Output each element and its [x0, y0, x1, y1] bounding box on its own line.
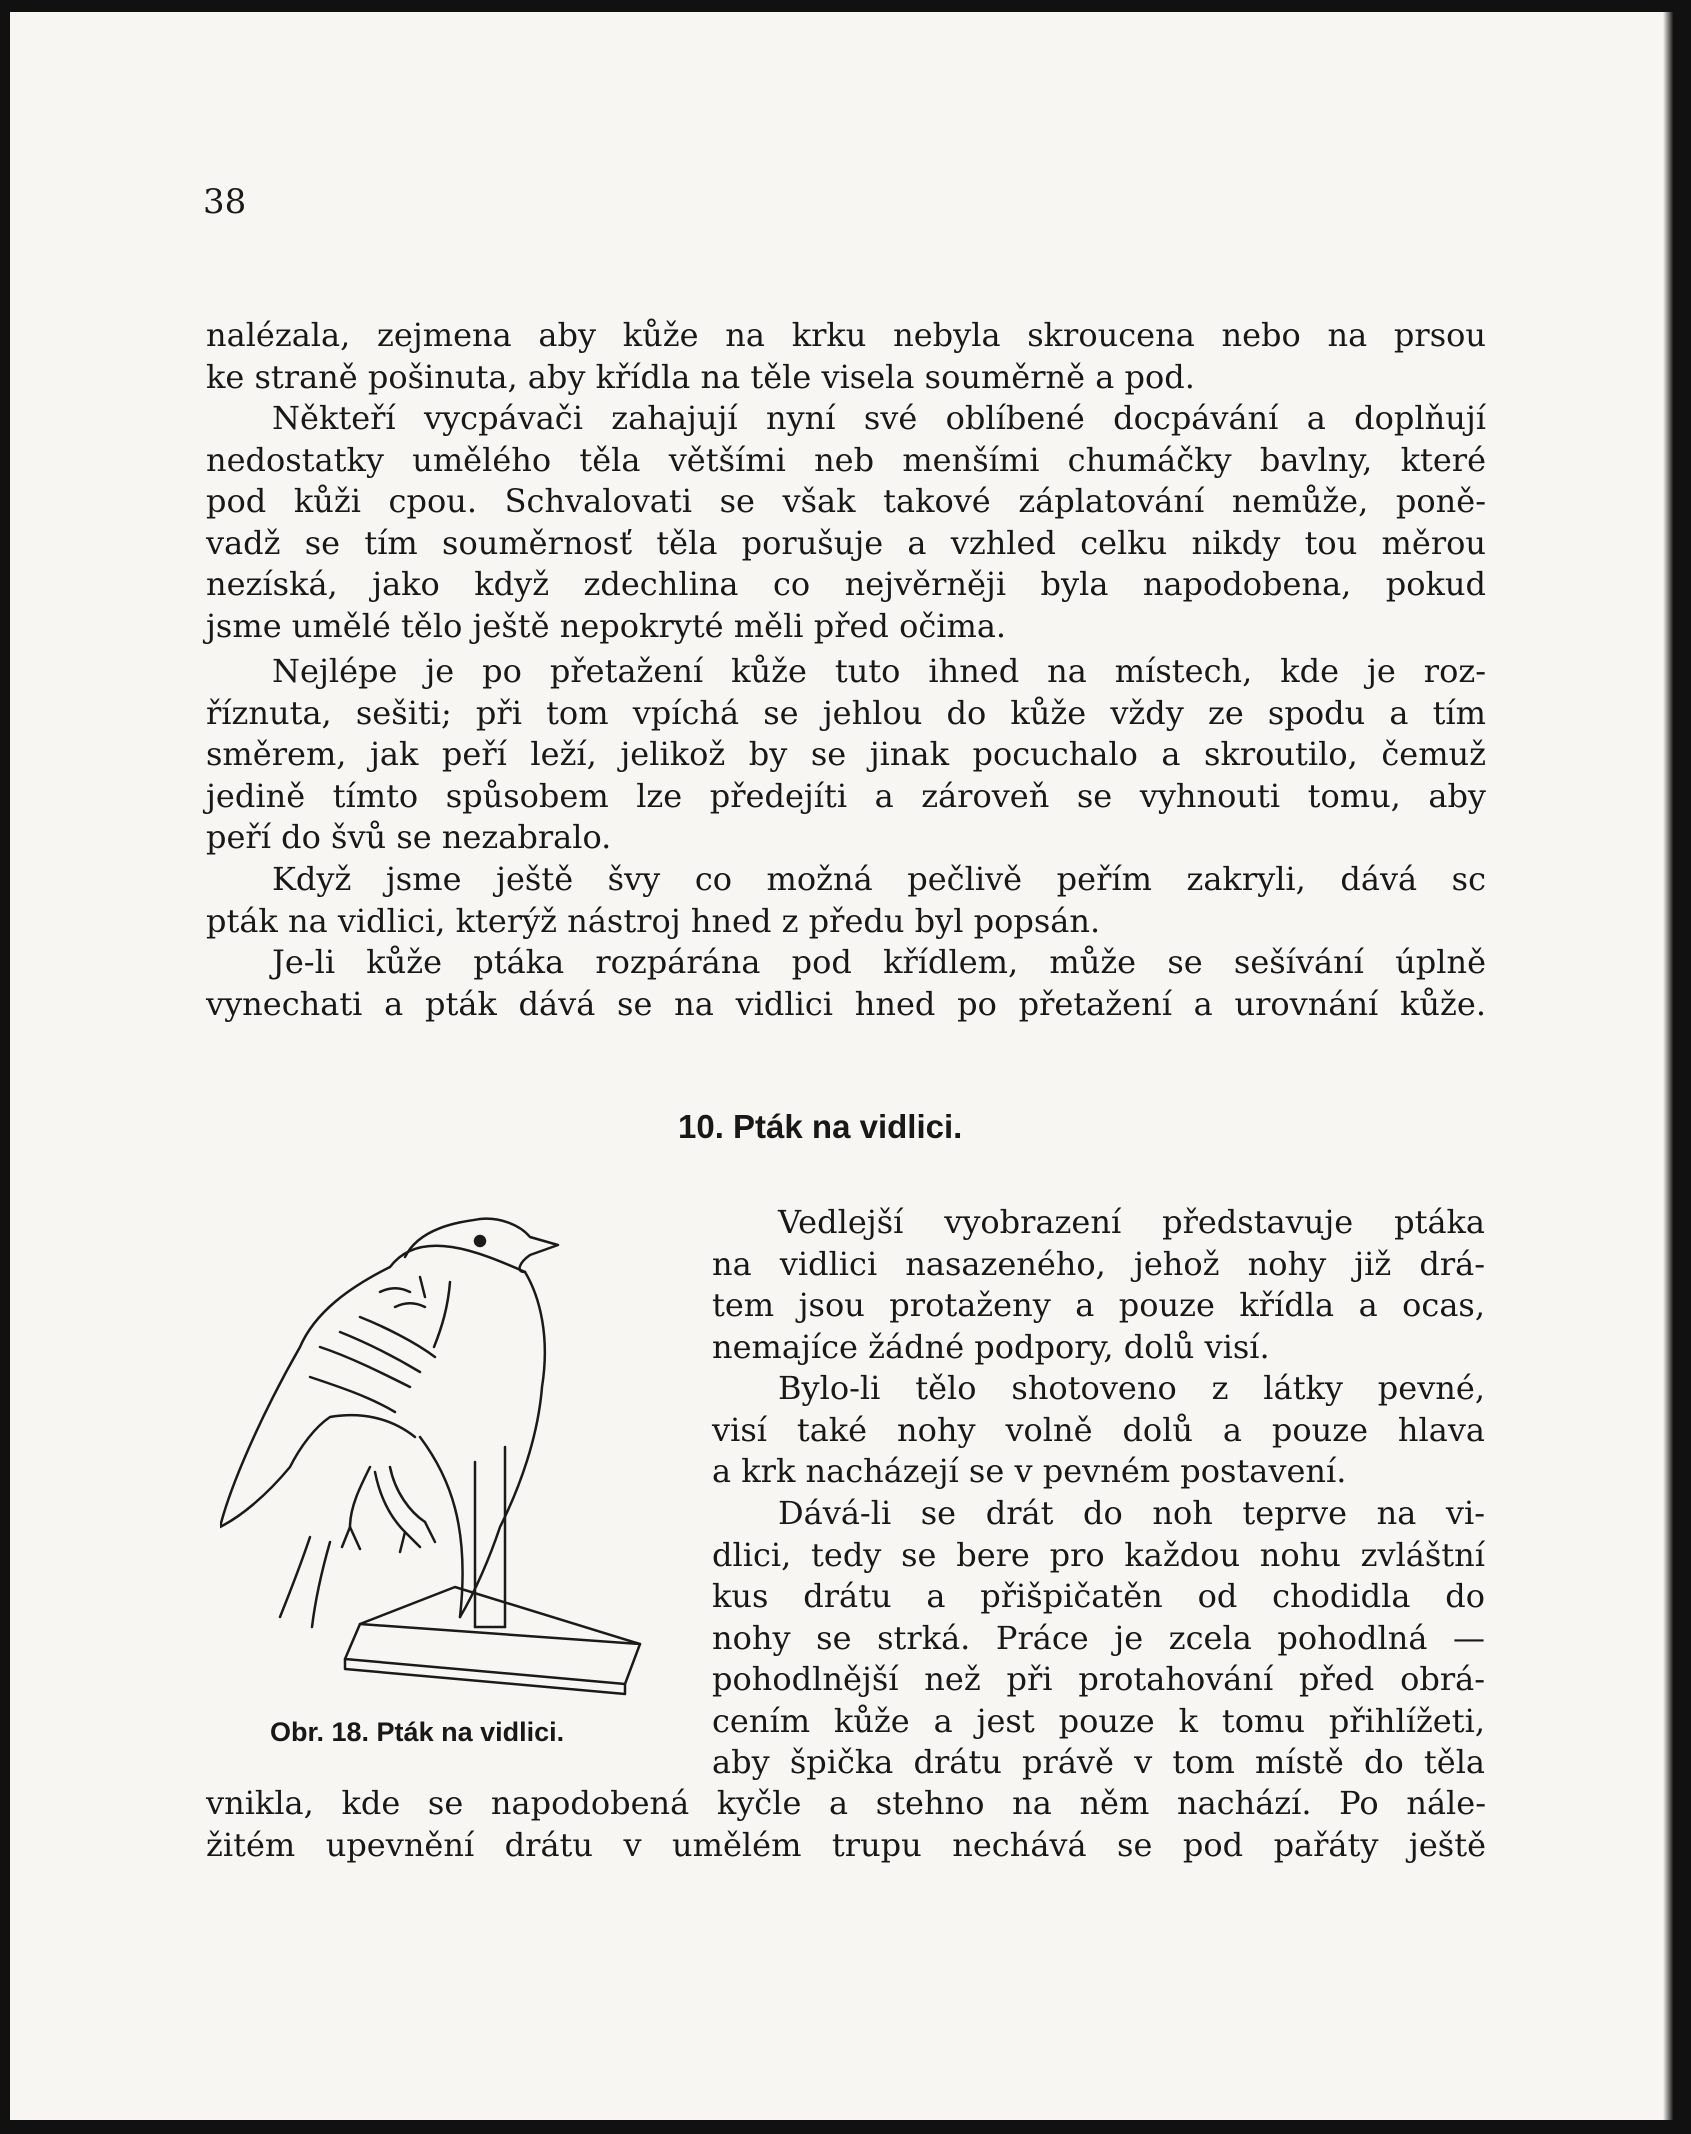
- section-heading: 10. Pták na vidlici.: [678, 1108, 963, 1145]
- figure-caption: Obr. 18. Pták na vidlici.: [270, 1717, 565, 1747]
- text-line: cením kůže a jest pouze k tomu přihlížeti,: [712, 1701, 1485, 1740]
- text-line: vadž se tím souměrnosť těla porušuje a vzhled celku nikdy tou měrou: [206, 523, 1486, 562]
- paragraph-2: [206, 398, 1486, 647]
- text-line: na vidlici nasazeného, jehož nohy již drá-: [712, 1244, 1485, 1283]
- text-line: nohy se strká. Práce je zcela pohodlná —: [712, 1618, 1485, 1657]
- text-line: jsme umělé tělo ještě nepokryté měli před očima.: [206, 606, 1007, 645]
- text-line: aby špička drátu právě v tom místě do těla: [712, 1743, 1485, 1781]
- bird-on-stand-illustration: [220, 1197, 690, 1697]
- text-line: a krk nacházejí se v pevném postavení.: [712, 1452, 1347, 1490]
- paragraph-4: [206, 859, 1486, 942]
- bottom-paragraph: [206, 1783, 1486, 1866]
- text-line: Je-li kůže ptáka rozpárána pod křídlem, může se sešívání úplně: [272, 943, 1486, 981]
- text-line: tem jsou protaženy a pouze křídla a ocas,: [712, 1286, 1485, 1324]
- text-line: nezíská, jako když zdechlina co nejvěrněji byla napodobena, pokud: [206, 565, 1486, 603]
- text-line: pták na vidlici, kterýž nástroj hned z předu byl popsán.: [206, 901, 1101, 940]
- book-page: [10, 12, 1673, 2120]
- text-line: Nejlépe je po přetažení kůže tuto ihned na místech, kde je roz-: [272, 652, 1486, 690]
- text-line: vynechati a pták dává se na vidlici hned po přetažení a urovnání kůže.: [206, 984, 1486, 1023]
- text-line: nedostatky umělého těla většími neb menšími chumáčky bavlny, které: [206, 440, 1486, 479]
- page-edge-shadow: [1663, 12, 1673, 2120]
- text-line: jedině tímto spůsobem lze předejíti a zároveň se vyhnouti tomu, aby: [206, 776, 1486, 815]
- side-paragraph-3: [712, 1493, 1485, 1784]
- text-line: Bylo-li tělo shotoveno z látky pevné,: [778, 1369, 1485, 1407]
- text-line: peří do švů se nezabralo.: [206, 818, 612, 856]
- text-line: visí také nohy volně dolů a pouze hlava: [712, 1410, 1485, 1449]
- text-line: dlici, tedy se bere pro každou nohu zvláštní: [712, 1535, 1485, 1574]
- text-line: nemajíce žádné podpory, dolů visí.: [712, 1327, 1270, 1366]
- side-paragraph-2: [712, 1368, 1485, 1493]
- side-paragraph-1: [712, 1202, 1485, 1368]
- text-line: Někteří vycpávači zahajují nyní své oblíbené docpávání a doplňují: [272, 399, 1486, 437]
- text-line: Vedlejší vyobrazení představuje ptáka: [778, 1203, 1485, 1241]
- text-line: říznuta, sešiti; při tom vpíchá se jehlou do kůže vždy ze spodu a tím: [206, 693, 1486, 732]
- paragraph-1: [206, 315, 1486, 398]
- text-line: ke straně pošinuta, aby křídla na těle visela souměrně a pod.: [206, 357, 1195, 396]
- text-line: směrem, jak peří leží, jelikož by se jinak pocuchalo a skroutilo, čemuž: [206, 735, 1486, 773]
- paragraph-3: [206, 651, 1486, 859]
- text-line: Když jsme ještě švy co možná pečlivě peřím zakryli, dává sc: [272, 860, 1486, 898]
- text-line: žitém upevnění drátu v umělém trupu nechává se pod pařáty ještě: [206, 1825, 1486, 1864]
- text-line: nalézala, zejmena aby kůže na krku nebyla skroucena nebo na prsou: [206, 316, 1486, 354]
- text-line: Dává-li se drát do noh teprve na vi-: [778, 1494, 1485, 1532]
- text-line: vnikla, kde se napodobená kyčle a stehno na něm nachází. Po nále-: [206, 1784, 1486, 1822]
- paragraph-5: [206, 942, 1486, 1025]
- text-line: pod kůži cpou. Schvalovati se však takové záplatování nemůže, poně-: [206, 482, 1486, 520]
- text-line: pohodlnější než při protahování před obrá-: [712, 1660, 1485, 1698]
- page-number: 38: [203, 182, 247, 222]
- text-line: kus drátu a přišpičatěn od chodidla do: [712, 1577, 1485, 1615]
